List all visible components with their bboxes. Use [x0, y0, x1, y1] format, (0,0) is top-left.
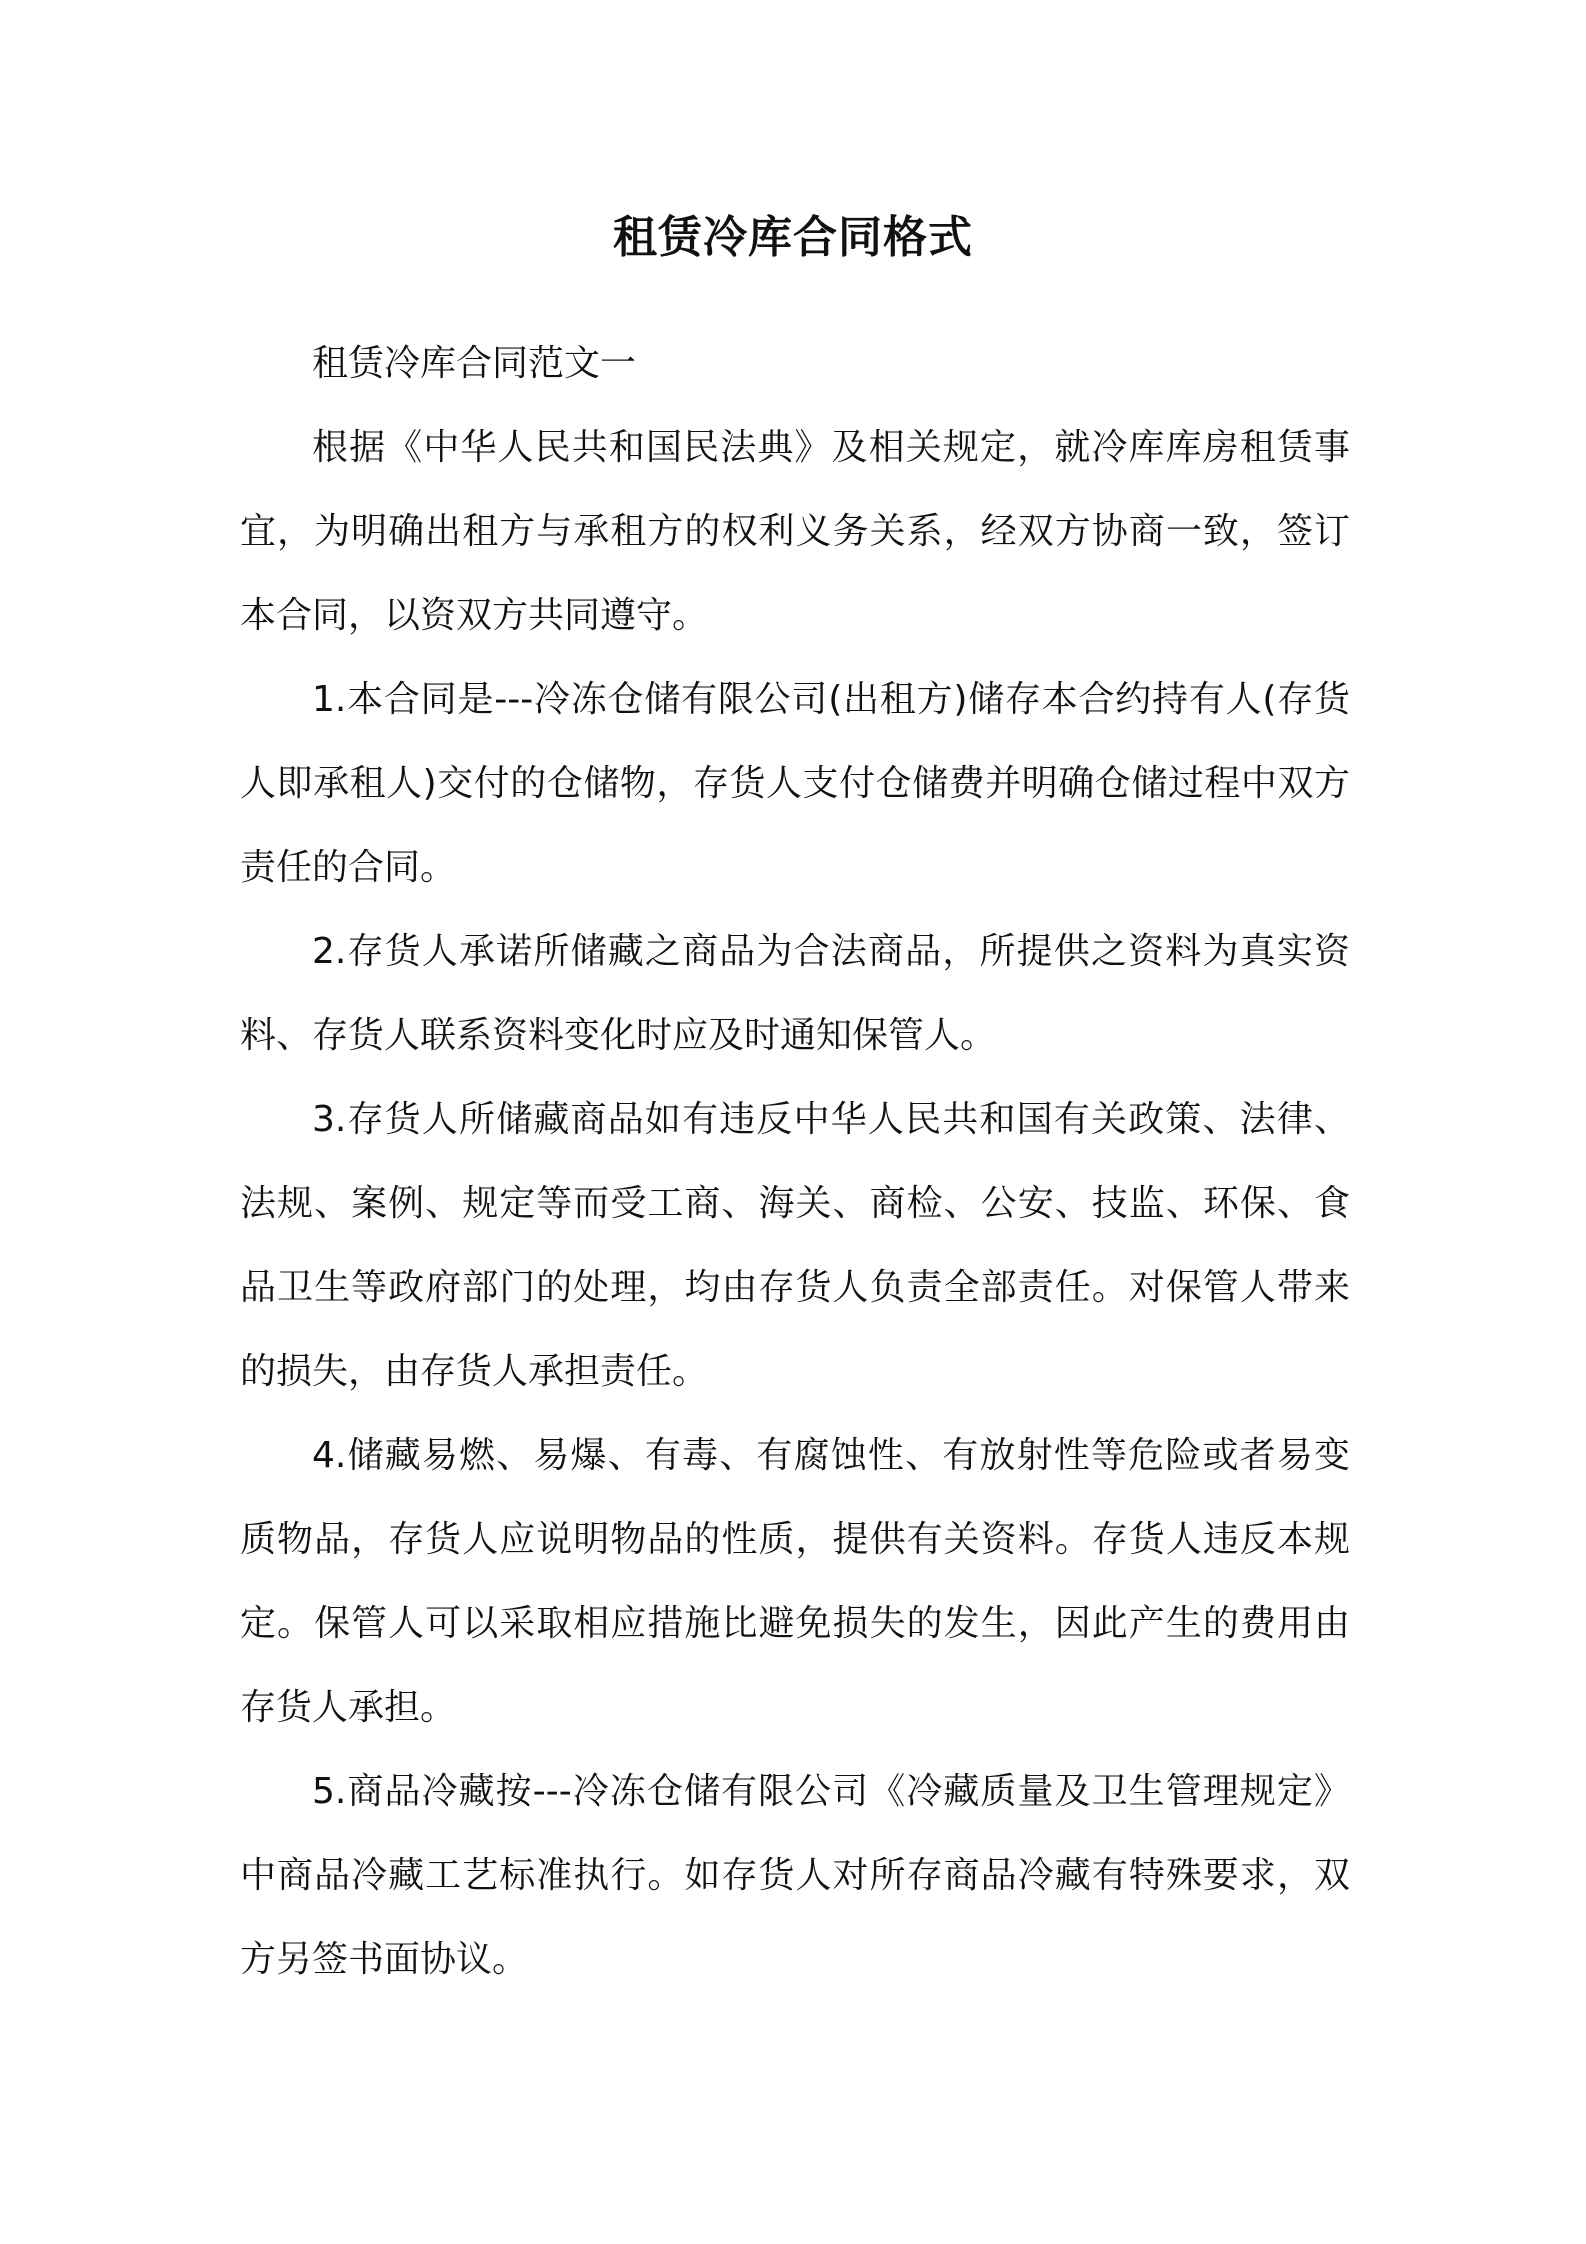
- paragraph-clause-5: 5.商品冷藏按---冷冻仓储有限公司《冷藏质量及卫生管理规定》中商品冷藏工艺标准执行。如存货人对所存商品冷藏有特殊要求，双方另签书面协议。: [240, 1771, 1350, 1980]
- paragraph-clause-2: 2.存货人承诺所储藏之商品为合法商品，所提供之资料为真实资料、存货人联系资料变化时应及时通知保管人。: [240, 931, 1350, 1056]
- document-title: 租赁冷库合同格式: [613, 212, 973, 263]
- document-body: [240, 322, 1350, 2002]
- paragraph-clause-1: 1.本合同是---冷冻仓储有限公司(出租方)储存本合约持有人(存货人即承租人)交付的仓储物，存货人支付仓储费并明确仓储过程中双方责任的合同。: [240, 679, 1350, 888]
- paragraph-clause-3: 3.存货人所储藏商品如有违反中华人民共和国有关政策、法律、法规、案例、规定等而受工商、海关、商检、公安、技监、环保、食品卫生等政府部门的处理，均由存货人负责全部责任。对保管人带来的损失，由存货人承担责任。: [240, 1099, 1350, 1392]
- paragraph-clause-4: 4.储藏易燃、易爆、有毒、有腐蚀性、有放射性等危险或者易变质物品，存货人应说明物品的性质，提供有关资料。存货人违反本规定。保管人可以采取相应措施比避免损失的发生，因此产生的费用由存货人承担。: [240, 1435, 1350, 1728]
- section-heading: 租赁冷库合同范文一: [312, 343, 637, 384]
- paragraph-preamble: 根据《中华人民共和国民法典》及相关规定，就冷库库房租赁事宜，为明确出租方与承租方的权利义务关系，经双方协商一致，签订本合同，以资双方共同遵守。: [240, 427, 1350, 636]
